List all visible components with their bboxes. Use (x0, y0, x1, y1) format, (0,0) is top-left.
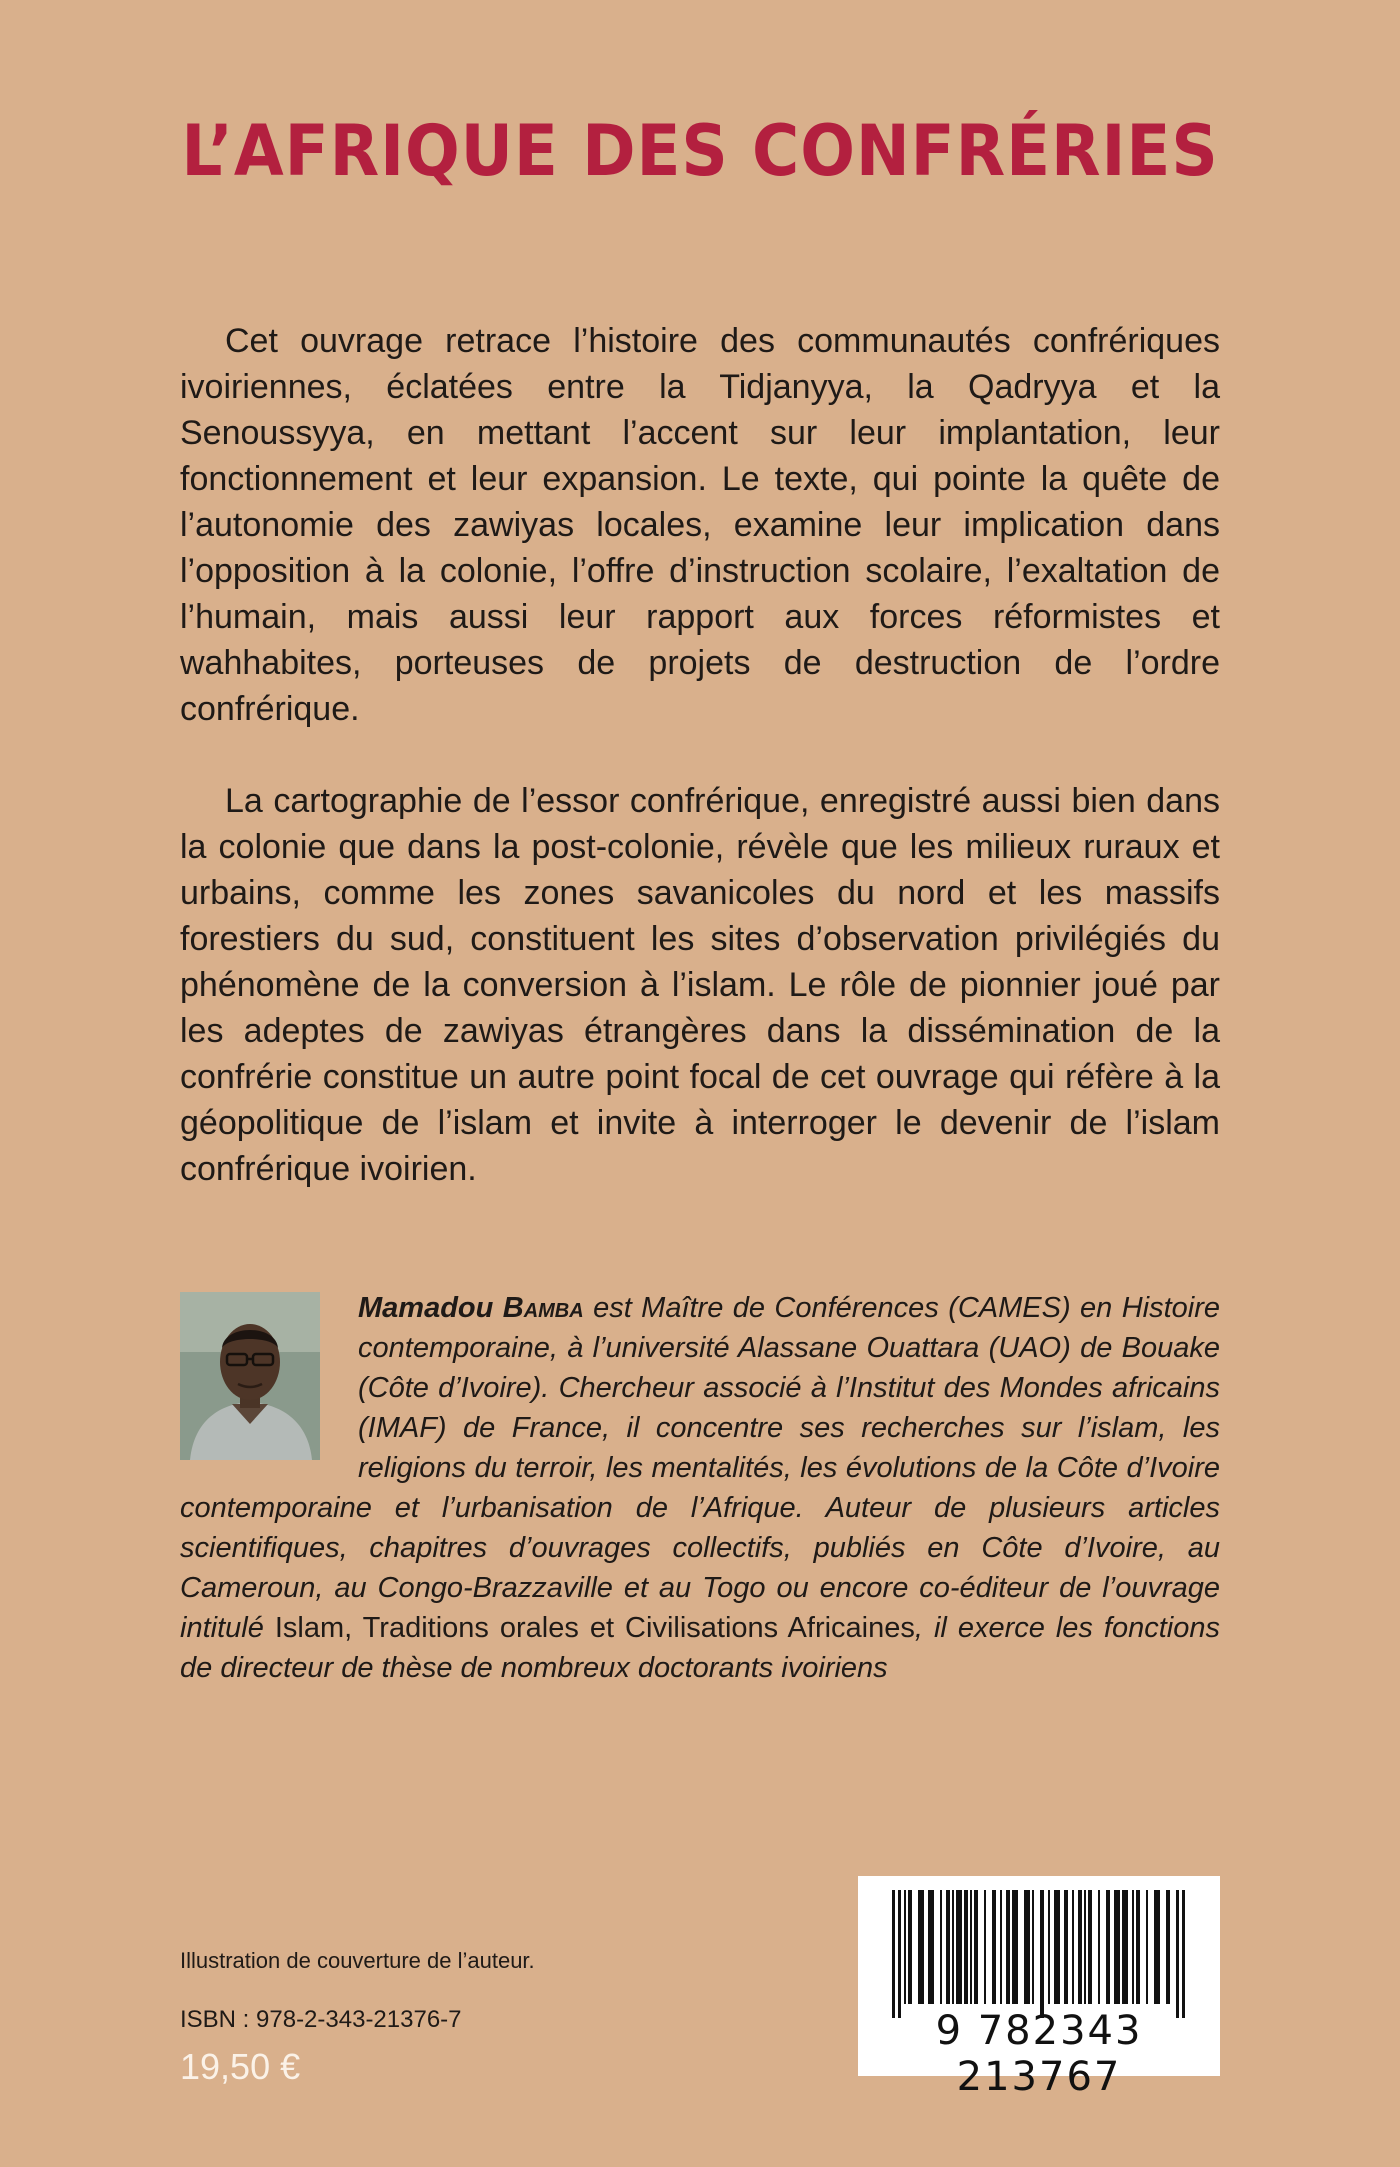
barcode-bar (984, 1890, 986, 2004)
synopsis (180, 318, 1220, 1238)
isbn: ISBN : 978-2-343-21376-7 (180, 2006, 462, 2033)
author-last-name: Bamba (502, 1292, 584, 1324)
barcode-bar (928, 1890, 934, 2004)
barcode-bar (1000, 1890, 1002, 2004)
author-first-name: Mamadou (358, 1292, 494, 1324)
barcode-bar (1084, 1890, 1086, 2004)
barcode-bar (1024, 1890, 1030, 2004)
barcode-bar (1098, 1890, 1100, 2004)
barcode-bar (1154, 1890, 1160, 2004)
barcode-bar (1032, 1890, 1034, 2004)
barcode-bar (1114, 1890, 1120, 2004)
barcode-bar (1176, 1890, 1179, 2018)
barcode-bar (1078, 1890, 1082, 2004)
barcode-bar (1106, 1890, 1110, 2004)
barcode-bar (956, 1890, 962, 2004)
barcode-bar (1040, 1890, 1044, 2018)
barcode-bar (940, 1890, 942, 2004)
barcode-bar (1048, 1890, 1050, 2004)
barcode-bar (1072, 1890, 1074, 2004)
barcode (858, 1876, 1220, 2100)
author-bio-text-1: est Maître de Conférences (CAMES) en Histoire contemporaine, à l’université Alassane Ouattara (UAO) de Bouake (Côte d’Ivoire). Chercheur associé à l’Institut des Mondes africains (IMAF) de France, il concentre ses recherches sur l’islam, les religions du terroir, les mentalités, les évolutions de la Côte d’Ivoire contemporaine et l’urbanisation de l’Afrique. Auteur de plusieurs articles scientifiques, chapitres d’ouvrages collectifs, publiés en Côte d’Ivoire, au Cameroun, au Congo-Brazzaville et au Togo ou encore co-éditeur de l’ouvrage intitulé (180, 1292, 1220, 1644)
barcode-bar (1146, 1890, 1148, 2004)
barcode-bar (952, 1890, 954, 2004)
barcode-bar (970, 1890, 972, 2004)
barcode-bar (1088, 1890, 1092, 2004)
synopsis-paragraph-2: La cartographie de l’essor confrérique, enregistré aussi bien dans la colonie que dans la post-colonie, révèle que les milieux ruraux et urbains, comme les zones savanicoles du nord et les massifs forestiers du sud, constituent les sites d’observation privilégiés du phénomène de la conversion à l’islam. Le rôle de pionnier joué par les adeptes de zawiyas étrangères dans la dissémination de la confrérie constitue un autre point focal de cet ouvrage qui réfère à la géopolitique de l’islam et invite à interroger le devenir de l’islam confrérique ivoirien. (180, 782, 1220, 1188)
author-portrait-icon (180, 1292, 320, 1460)
barcode-bar (992, 1890, 996, 2004)
barcode-bar (908, 1890, 912, 2004)
barcode-bar (1064, 1890, 1068, 2004)
barcode-bar (904, 1890, 906, 2004)
barcode-bar (1136, 1890, 1140, 2004)
edited-book-title: Islam, Traditions orales et Civilisations Africaines (274, 1612, 915, 1644)
barcode-bar (1182, 1890, 1185, 2018)
barcode-bar (892, 1890, 895, 2018)
barcode-bar (974, 1890, 978, 2004)
illustration-credit: Illustration de couverture de l’auteur. (180, 1948, 535, 1973)
barcode-bar (1166, 1890, 1170, 2004)
barcode-bar (918, 1890, 924, 2004)
barcode-number: 9 782343 213767 (935, 2008, 1143, 2100)
author-photo (180, 1292, 320, 1460)
barcode-bar (1122, 1890, 1128, 2004)
author-bio-text-2: , il exerce les fonctions de directeur de thèse de nombreux doctorants ivoiriens (180, 1612, 1221, 1684)
barcode-bar (1012, 1890, 1018, 2004)
barcode-bar (946, 1890, 950, 2004)
price: 19,50 € (180, 2046, 301, 2087)
synopsis-paragraph-1: Cet ouvrage retrace l’histoire des communautés confrériques ivoiriennes, éclatées entre la Tidjanyya, la Qadryya et la Senoussyya, en mettant l’accent sur leur implantation, leur fonctionnement et leur expansion. Le texte, qui pointe la quête de l’autonomie des zawiyas locales, examine leur implication dans l’opposition à la colonie, l’offre d’instruction scolaire, l’exaltation de l’humain, mais aussi leur rapport aux forces réformistes et wahhabites, porteuses de projets de destruction de l’ordre confrérique. (180, 322, 1220, 728)
barcode-bar (1054, 1890, 1060, 2004)
book-title: L’AFRIQUE DES CONFRÉRIES (181, 110, 1219, 192)
barcode-bar (964, 1890, 968, 2004)
author-bio (180, 1288, 1220, 1688)
barcode-bar (898, 1890, 901, 2018)
barcode-bar (1132, 1890, 1134, 2004)
barcode-bar (1006, 1890, 1010, 2004)
